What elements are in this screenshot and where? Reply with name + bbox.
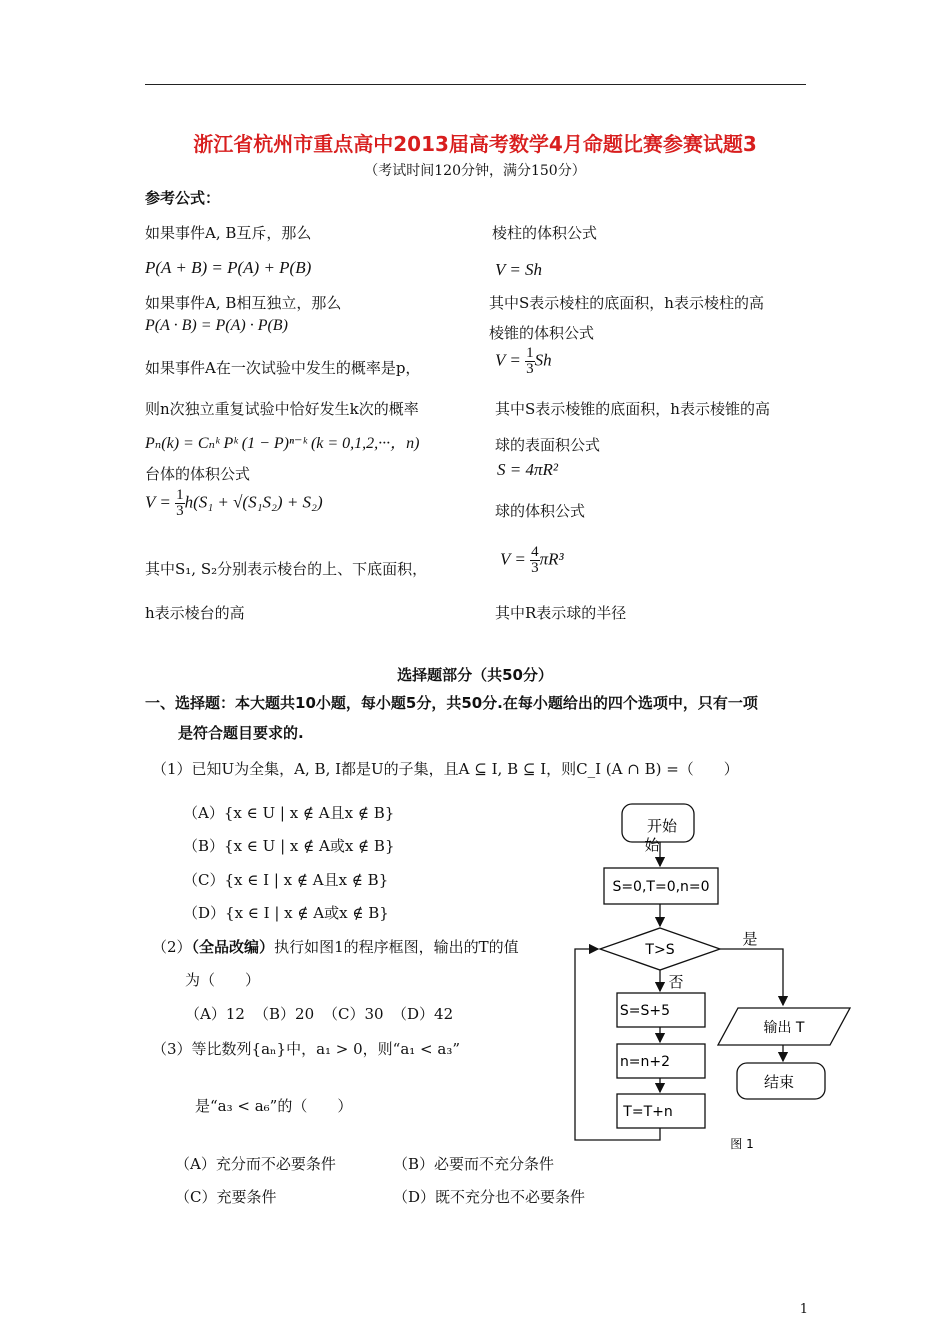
figure-caption: 图 1 bbox=[730, 1137, 754, 1151]
q1-stem: （1）已知U为全集，A, B, I都是U的子集，且A ⊆ I, B ⊆ I，则C_I (A ∩ B) =（ ） bbox=[152, 760, 739, 778]
q2-stem: （2）（全品改编）执行如图1的程序框图，输出的T的值 bbox=[152, 938, 519, 956]
formula-heading: 参考公式： bbox=[145, 189, 221, 207]
frustum-formula: V = $\frac{1}{3}$ h(S₁ + √(S₁S₂) + S₂) bbox=[145, 487, 323, 519]
q2-option-b: （B）20 bbox=[254, 1005, 315, 1023]
q1-option-d: （D）{x ∈ I | x ∉ A或x ∉ B} bbox=[183, 904, 389, 922]
q3-option-b: （B）必要而不充分条件 bbox=[393, 1155, 555, 1173]
indep-text: 如果事件A, B相互独立，那么 bbox=[145, 294, 342, 312]
q2-option-a: （A）12 bbox=[185, 1005, 245, 1023]
q2-option-d: （D）42 bbox=[392, 1005, 454, 1023]
frustum-h-desc: h表示棱台的高 bbox=[145, 604, 245, 622]
section-instruction-2: 是符合题目要求的. bbox=[178, 724, 304, 742]
prob-text: 如果事件A在一次试验中发生的概率是p， bbox=[145, 359, 421, 377]
q3-option-c: （C）充要条件 bbox=[175, 1188, 277, 1206]
q1-option-c: （C）{x ∈ I | x ∉ A且x ∉ B} bbox=[183, 871, 389, 889]
pyramid-desc: 其中S表示棱锥的底面积，h表示棱锥的高 bbox=[495, 400, 770, 418]
sphere-area-formula: S = 4πR² bbox=[497, 460, 558, 479]
flow-step1-label: S=S+5 bbox=[619, 1003, 671, 1019]
prism-desc: 其中S表示棱柱的底面积，h表示棱柱的高 bbox=[489, 294, 764, 312]
q3-stem-line2: 是“a₃ < a₆”的（ ） bbox=[195, 1097, 353, 1115]
sphere-vol-label: 球的体积公式 bbox=[495, 502, 586, 520]
sphere-vol-formula: V = $\frac{4}{3}$ πR³ bbox=[500, 544, 564, 576]
flowchart-figure bbox=[560, 790, 860, 1160]
mutex-text: 如果事件A, B互斥，那么 bbox=[145, 224, 312, 242]
q3-option-a: （A）充分而不必要条件 bbox=[175, 1155, 336, 1173]
section-instruction-1: 一、选择题：本大题共10小题，每小题5分，共50分.在每小题给出的四个选项中，只有一项 bbox=[145, 694, 758, 712]
q2-option-c: （C）30 bbox=[323, 1005, 384, 1023]
exam-info: （考试时间120分钟，满分150分） bbox=[364, 163, 586, 179]
flow-start-label: 开始 bbox=[646, 817, 678, 835]
sphere-area-label: 球的表面积公式 bbox=[495, 436, 601, 454]
pyramid-formula: V = $\frac{1}{3}$ Sh bbox=[495, 345, 552, 377]
prism-formula: V = Sh bbox=[495, 260, 543, 279]
section-title: 选择题部分（共50分） bbox=[397, 666, 553, 684]
flow-step2-label: n=n+2 bbox=[619, 1054, 671, 1070]
q3-option-d: （D）既不充分也不必要条件 bbox=[393, 1188, 586, 1206]
flow-step3-label: T=T+n bbox=[623, 1104, 673, 1120]
page-title: 浙江省杭州市重点高中2013届高考数学4月命题比赛参赛试题3 bbox=[193, 132, 757, 156]
flow-start-extra: 始 bbox=[644, 836, 660, 854]
flow-decision-label: T>S bbox=[645, 942, 675, 958]
pyramid-label: 棱锥的体积公式 bbox=[489, 324, 595, 342]
q3-stem: （3）等比数列{aₙ}中，a₁ > 0，则“a₁ < a₃” bbox=[152, 1040, 461, 1058]
flow-init-label: S=0,T=0,n=0 bbox=[612, 879, 710, 895]
flow-end-label: 结束 bbox=[763, 1073, 795, 1091]
header-rule bbox=[145, 84, 806, 85]
page-number: 1 bbox=[799, 1302, 808, 1317]
q1-option-a: （A）{x ∈ U | x ∉ A且x ∉ B} bbox=[183, 804, 395, 822]
q2-stem-line2: 为（ ） bbox=[185, 971, 261, 989]
q1-option-b: （B）{x ∈ U | x ∉ A或x ∉ B} bbox=[183, 837, 395, 855]
prism-label: 棱柱的体积公式 bbox=[492, 224, 598, 242]
binom-formula: Pₙ(k) = Cₙᵏ Pᵏ (1 − P)ⁿ⁻ᵏ (k = 0,1,2,···，n) bbox=[145, 435, 420, 452]
frustum-label: 台体的体积公式 bbox=[145, 465, 251, 483]
flow-no-label: 否 bbox=[668, 973, 684, 991]
flow-output-label: 输出 T bbox=[763, 1020, 805, 1036]
sphere-desc: 其中R表示球的半径 bbox=[495, 604, 627, 622]
flow-yes-arrow bbox=[720, 949, 783, 1005]
binom-text: 则n次独立重复试验中恰好发生k次的概率 bbox=[145, 400, 419, 418]
indep-formula: P(A · B) = P(A) · P(B) bbox=[145, 317, 288, 334]
flow-yes-label: 是 bbox=[742, 930, 758, 948]
mutex-formula: P(A + B) = P(A) + P(B) bbox=[145, 258, 312, 277]
frustum-desc: 其中S₁, S₂分别表示棱台的上、下底面积， bbox=[145, 560, 428, 578]
